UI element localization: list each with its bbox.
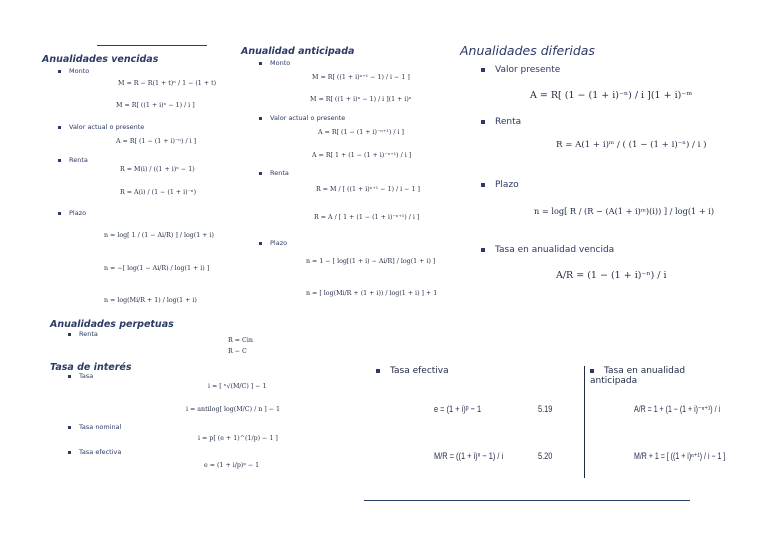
bottom-eq1: e = (1 + i)ᵖ − 1: [434, 404, 482, 415]
vencidas-plazo-formula-2: n = −[ log(1 − Ai/R) / log(1 + i) ]: [104, 265, 210, 272]
interes-nominal-formula: i = p[ (e + 1)^(1/p) − 1 ]: [198, 435, 278, 442]
diferidas-plazo-label: Plazo: [481, 180, 519, 190]
diferidas-tasa-formula: A/R = (1 − (1 + i)⁻ⁿ) / i: [556, 270, 667, 281]
vencidas-renta-label: Renta: [58, 156, 88, 164]
anticipada-monto-formula-1: M = R[ ((1 + i)ⁿ⁺¹ − 1) / i − 1 ]: [312, 74, 410, 81]
vencidas-monto-formula-1: M = R − R(1 + t)ⁿ / 1 − (1 + t): [118, 80, 217, 87]
bottom-eq4: M/R + 1 = [ ((1 + i)ⁿ⁺¹) / i − 1 ]: [634, 451, 726, 461]
bottom-divider: [584, 366, 585, 478]
bottom-rule: [364, 500, 690, 501]
vencidas-renta-formula-2: R = A(i) / (1 − (1 + i)⁻ⁿ): [120, 189, 197, 196]
vencidas-plazo-label: Plazo: [58, 209, 86, 217]
interes-tasa-formula-2: i = antilog[ log(M/C) / n ] − 1: [186, 406, 281, 413]
anticipada-valor-formula-1: A = R[ (1 − (1 + i)⁻ⁿ⁺¹) / i ]: [318, 129, 404, 136]
bottom-efectiva-title: Tasa efectiva: [376, 366, 449, 376]
vencidas-title: Anualidades vencidas: [42, 54, 159, 65]
diferidas-renta-label: Renta: [481, 117, 521, 127]
bottom-eq1-num: 5.19: [538, 404, 553, 415]
perpetuas-formula-2: R − C: [228, 348, 247, 355]
anticipada-renta-label: Renta: [259, 169, 289, 177]
diferidas-tasa-label: Tasa en anualidad vencida: [481, 245, 614, 255]
bottom-panel: [362, 360, 726, 510]
perpetuas-formula-1: R = Cin: [228, 337, 253, 344]
bottom-eq3: A/R = 1 + (1 − (1 + i)⁻ⁿ⁺¹) / i: [634, 404, 721, 414]
anticipada-monto-formula-2: M = R[ ((1 + i)ⁿ − 1) / i ](1 + i)ⁿ: [310, 96, 412, 103]
vencidas-monto-formula-2: M = R[ ((1 + i)ⁿ − 1) / i ]: [116, 102, 195, 109]
anticipada-valor-label: Valor actual o presente: [259, 114, 345, 122]
bottom-eq2: M/R = ((1 + i)ⁿ − 1) / i: [434, 451, 504, 462]
diferidas-plazo-formula: n = log[ R / (R − (A(1 + i)ᵐ)(i)) ] / log(1 + i): [534, 206, 715, 216]
anticipada-plazo-formula-1: n = 1 − [ log[(1 + i) − Ai/R] / log(1 + i) ]: [306, 258, 436, 265]
diferidas-title: Anualidades diferidas: [460, 43, 595, 58]
interes-efectiva-formula: e = (1 + i/p)ᵖ − 1: [204, 462, 260, 469]
interes-efectiva-label: Tasa efectiva: [68, 448, 121, 456]
top-rule: [97, 45, 207, 46]
anticipada-monto-label: Monto: [259, 59, 290, 67]
vencidas-plazo-formula-1: n = log[ 1 / (1 − Ai/R) ] / log(1 + i): [104, 232, 215, 239]
vencidas-renta-formula-1: R = M(i) / ((1 + i)ⁿ − 1): [120, 166, 195, 173]
bottom-anticipada-title: Tasa en anualidad anticipada: [590, 366, 698, 386]
anticipada-renta-formula-1: R = M / [ ((1 + i)ⁿ⁺¹ − 1) / i − 1 ]: [316, 186, 420, 193]
diferidas-renta-formula: R = A(1 + i)ᵐ / ( (1 − (1 + i)⁻ⁿ) / i ): [556, 140, 707, 150]
interes-nominal-label: Tasa nominal: [68, 423, 121, 431]
perpetuas-title: Anualidades perpetuas: [50, 319, 174, 330]
vencidas-valor-formula: A = R[ (1 − (1 + i)⁻ⁿ) / i ]: [116, 138, 197, 145]
anticipada-valor-formula-2: A = R[ 1 + (1 − (1 + i)⁻ⁿ⁺¹) / i ]: [312, 152, 412, 159]
interes-title: Tasa de interés: [50, 362, 132, 373]
bottom-eq2-num: 5.20: [538, 451, 553, 462]
diferidas-valor-label: Valor presente: [481, 65, 560, 75]
vencidas-monto-label: Monto: [58, 67, 89, 75]
vencidas-plazo-formula-3: n = log(Mi/R + 1) / log(1 + i): [104, 297, 197, 304]
anticipada-title: Anualidad anticipada: [241, 46, 355, 57]
anticipada-plazo-label: Plazo: [259, 239, 287, 247]
perpetuas-renta-label: Renta: [68, 330, 98, 338]
anticipada-renta-formula-2: R = A / [ 1 + (1 − (1 + i)⁻ⁿ⁺¹) / i ]: [314, 214, 420, 221]
diferidas-valor-formula: A = R[ (1 − (1 + i)⁻ⁿ) / i ](1 + i)⁻ᵐ: [530, 90, 693, 101]
interes-tasa-label: Tasa: [68, 372, 93, 380]
vencidas-valor-label: Valor actual o presente: [58, 123, 144, 131]
anticipada-plazo-formula-2: n = [ log(Mi/R + (1 + i)) / log(1 + i) ] + 1: [306, 290, 438, 297]
interes-tasa-formula-1: i = [ ⁿ√(M/C) ] − 1: [208, 383, 267, 390]
